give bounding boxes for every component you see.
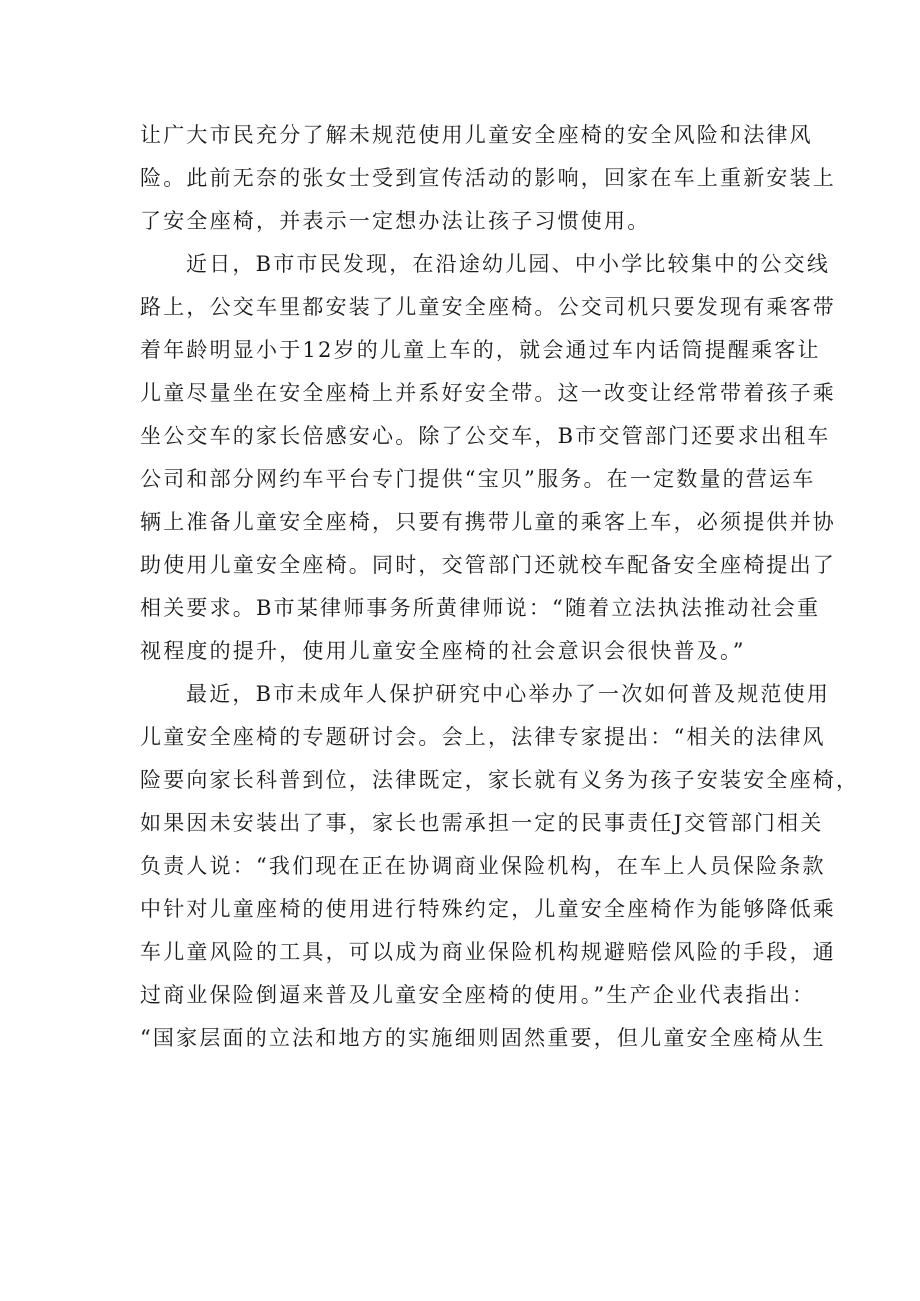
text-line: 险。此前无奈的张女士受到宣传活动的影响，回家在车上重新安装上	[140, 166, 836, 190]
text-line: 辆上准备儿童安全座椅，只要有携带儿童的乘客上车，必须提供并协	[140, 510, 836, 534]
text-line: 视程度的提升，使用儿童安全座椅的社会意识会很快普及。”	[140, 639, 746, 663]
text-line: 公司和部分网约车平台专门提供“宝贝”服务。在一定数量的营运车	[140, 467, 816, 491]
text-line: 负责人说：“我们现在正在协调商业保险机构，在车上人员保险条款	[140, 854, 826, 878]
text-line: 路上，公交车里都安装了儿童安全座椅。公交司机只要发现有乘客带	[140, 295, 836, 319]
text-line: 近日，B市市民发现，在沿途幼儿园、中小学比较集中的公交线	[186, 252, 831, 276]
text-line: 相关要求。B市某律师事务所黄律师说：“随着立法执法推动社会重	[140, 596, 821, 620]
text-line: 让广大市民充分了解未规范使用儿童安全座椅的安全风险和法律风	[140, 123, 813, 147]
text-line: 儿童尽量坐在安全座椅上并系好安全带。这一改变让经常带着孩子乘	[140, 381, 836, 405]
text-line: 坐公交车的家长倍感安心。除了公交车，B市交管部门还要求出租车	[140, 424, 831, 448]
text-line: 最近，B市未成年人保护研究中心举办了一次如何普及规范使用	[186, 682, 831, 706]
text-line: 险要向家长科普到位，法律既定，家长就有义务为孩子安装安全座椅，	[140, 768, 860, 792]
text-line: 车儿童风险的工具，可以成为商业保险机构规避赔偿风险的手段，通	[140, 940, 836, 964]
article-body	[140, 114, 860, 1060]
text-line: 着年龄明显小于12岁的儿童上车的，就会通过车内话筒提醒乘客让	[140, 338, 821, 362]
text-line: 儿童安全座椅的专题研讨会。会上，法律专家提出：“相关的法律风	[140, 725, 826, 749]
text-line: 助使用儿童安全座椅。同时，交管部门还就校车配备安全座椅提出了	[140, 553, 836, 577]
text-line: 了安全座椅，并表示一定想办法让孩子习惯使用。	[140, 209, 651, 233]
text-line: 如果因未安装出了事，家长也需承担一定的民事责任J交管部门相关	[140, 811, 824, 835]
text-line: “国家层面的立法和地方的实施细则固然重要，但儿童安全座椅从生	[140, 1026, 826, 1050]
text-line: 中针对儿童座椅的使用进行特殊约定，儿童安全座椅作为能够降低乘	[140, 897, 836, 921]
text-line: 过商业保险倒逼来普及儿童安全座椅的使用。”生产企业代表指出：	[140, 983, 816, 1007]
